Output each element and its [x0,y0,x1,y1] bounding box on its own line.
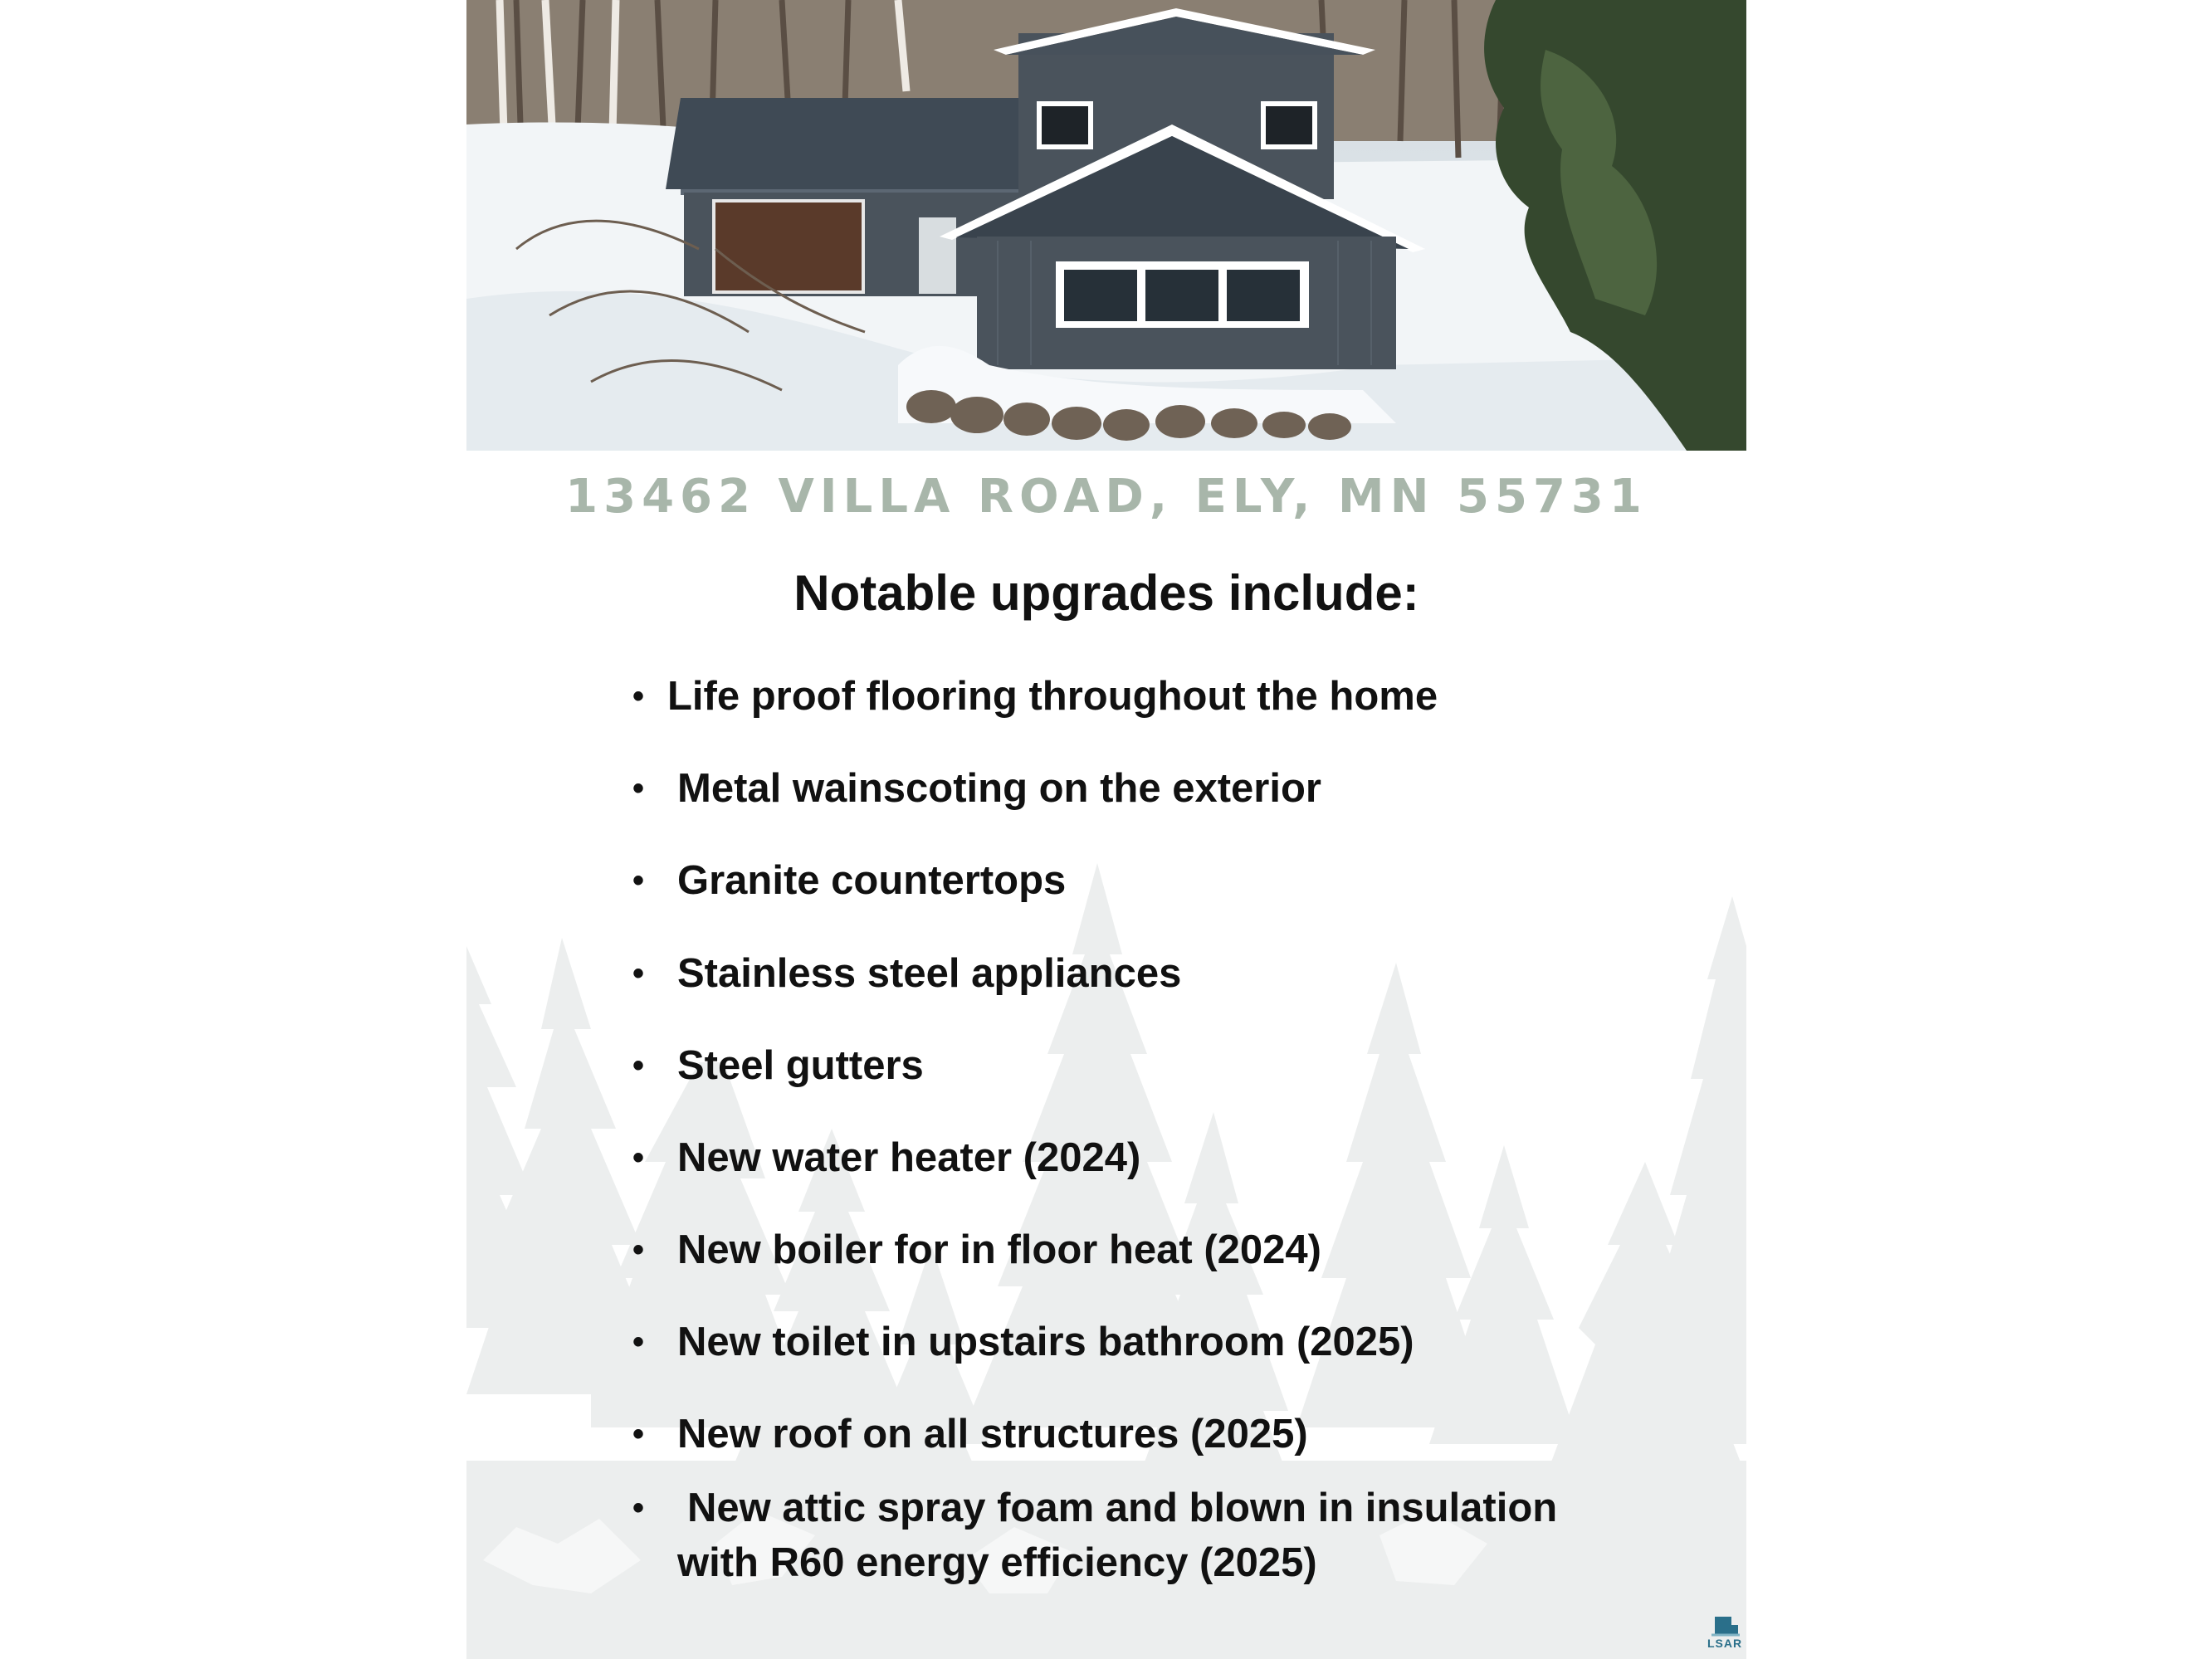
flyer-page [466,0,1746,1659]
upgrade-text: New boiler for in floor heat (2024) [677,1227,1321,1272]
bullet-icon: • [632,1139,645,1176]
upgrade-text: Life proof flooring throughout the home [667,674,1438,719]
property-address: 13462 VILLA ROAD, ELY, MN 55731 [565,470,1648,524]
list-item [632,1130,1628,1185]
bullet-icon: • [632,770,645,807]
list-item [632,669,1628,724]
upgrade-text: New toilet in upstairs bathroom (2025) [677,1320,1414,1364]
list-item [632,946,1628,1001]
bullet-icon: • [632,1416,645,1452]
upgrade-text: Stainless steel appliances [677,951,1182,996]
upgrade-text: Metal wainscoting on the exterior [677,766,1321,811]
upgrade-text: Granite countertops [677,858,1067,903]
bullet-icon: • [632,1324,645,1360]
bullet-icon: • [632,955,645,992]
lsar-logo-text: LSAR [1707,1637,1743,1650]
list-item [632,853,1628,908]
upgrade-text: New roof on all structures (2025) [677,1412,1308,1457]
bullet-icon: • [632,1490,645,1526]
list-item [632,1481,1628,1590]
upgrade-text: Steel gutters [677,1043,924,1088]
bullet-icon: • [632,862,645,899]
list-item [632,1407,1628,1461]
upgrades-list [466,0,1746,1659]
upgrade-text: New attic spray foam and blown in insulation with R60 energy efficiency (2025) [677,1486,1558,1585]
bullet-icon: • [632,1232,645,1268]
list-item [632,1038,1628,1093]
upgrade-text: New water heater (2024) [677,1135,1141,1180]
bullet-icon: • [632,1047,645,1084]
list-item [632,1315,1628,1369]
upgrades-heading: Notable upgrades include: [793,565,1419,621]
list-item [632,761,1628,816]
list-item [632,1222,1628,1277]
bullet-icon: • [632,678,645,715]
